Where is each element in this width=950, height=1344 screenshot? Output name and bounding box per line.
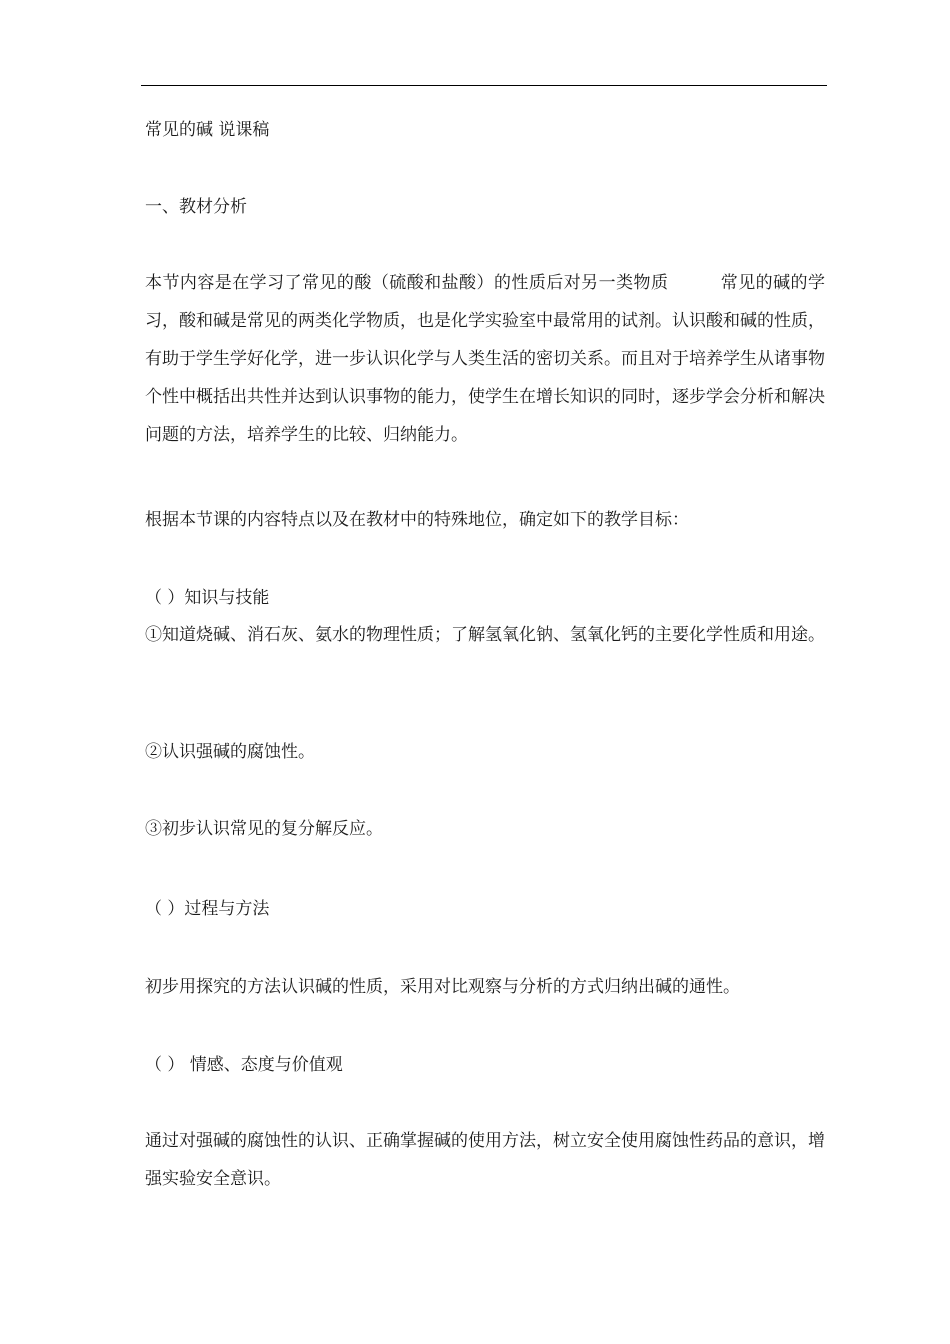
goal-heading-knowledge-skills: （ ）知识与技能 <box>145 588 270 608</box>
header-rule <box>141 85 827 86</box>
document-title: 常见的碱 说课稿 <box>145 120 270 140</box>
goal-text-emotion-values: 通过对强碱的腐蚀性的认识、正确掌握碱的使用方法，树立安全使用腐蚀性药品的意识，增强实验安全意识。 <box>145 1131 825 1189</box>
paragraph-teaching-goals-intro: 根据本节课的内容特点以及在教材中的特殊地位，确定如下的教学目标： <box>145 510 689 530</box>
goal-text-process-methods: 初步用探究的方法认识碱的性质，采用对比观察与分析的方式归纳出碱的通性。 <box>145 977 740 997</box>
goal-item-1: ①知道烧碱、消石灰、氨水的物理性质；了解氢氧化钠、氢氧化钙的主要化学性质和用途。 <box>145 625 825 645</box>
goal-heading-process-methods: （ ）过程与方法 <box>145 899 270 919</box>
paragraph-textbook-analysis: 本节内容是在学习了常见的酸（硫酸和盐酸）的性质后对另一类物质 常见的碱的学习，酸和碱是常见的两类化学物质，也是化学实验室中最常用的试剂。认识酸和碱的性质，有助于学生学好化学，进一步认识化学与人类生活的密切关系。而且对于培养学生从诸事物个性中概括出共性并达到认识事物的能力，使学生在增长知识的同时，逐步学会分析和解决问题的方法，培养学生的比较、归纳能力。 <box>145 273 825 445</box>
goal-heading-emotion-values: （ ） 情感、态度与价值观 <box>145 1055 343 1075</box>
goal-item-2: ②认识强碱的腐蚀性。 <box>145 742 315 762</box>
goal-item-3: ③初步认识常见的复分解反应。 <box>145 819 383 839</box>
section-heading-textbook-analysis: 一、教材分析 <box>145 197 247 217</box>
